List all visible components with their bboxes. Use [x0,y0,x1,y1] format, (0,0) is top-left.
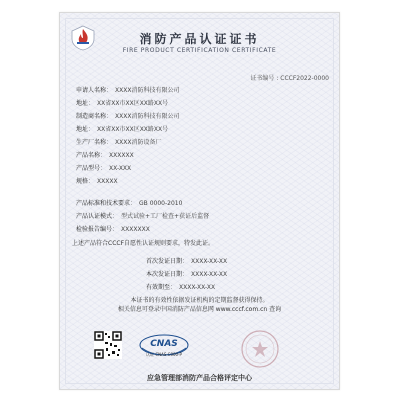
date-this-issue: 本次发证日期： XXXX-XX-XX [146,271,228,278]
field-value: XX省XX市XX区XX路XX号 [97,100,169,107]
date-value: XXXX-XX-XX [179,284,216,291]
field-value: XX-XXX [109,165,132,172]
certificate-number-value: CCCF2022-0000 [280,75,329,82]
field-label: 产品型号 [76,165,101,172]
field-label: 规格 [76,178,89,185]
cnas-label: CNAS [150,339,178,349]
date-label: 本次发证日期 [146,271,183,278]
date-label: 首次发证日期 [146,258,183,265]
field-label: 制造商名称 [76,113,107,120]
date-valid-until: 有效期至： XXXX-XX-XX [146,284,216,291]
field-label: 产品标准和技术要求 [76,200,131,207]
date-value: XXXX-XX-XX [191,258,228,265]
field-applicant: 申请人名称： XXXX消防科技有限公司 [76,87,180,94]
field-value: XXXXX [97,178,118,185]
title-cn: 消防产品认证证书 [139,32,260,46]
field-manufacturer-address: 地址： XX省XX市XX区XX路XX号 [76,126,169,133]
field-value: 型式试验+工厂检查+获证后监督 [121,213,210,220]
certificate-number-label: 证书编号 [250,75,275,82]
field-value: XXXX消防科技有限公司 [115,113,180,120]
cnas-mark [136,331,192,361]
certificate-number: 证书编号 : CCCF2022-0000 [250,75,329,82]
conclusion-text: 上述产品符合CCCF自愿性认证规则要求，特发此证。 [72,240,215,247]
footer-line-2: 相关信息可登录中国消防产品信息网 www.cccf.com.cn 查询 [117,306,282,313]
field-value: XX省XX市XX区XX路XX号 [97,126,169,133]
issuer-name: 应急管理部消防产品合格评定中心 [147,374,252,382]
field-label: 地址 [76,100,89,107]
date-first-issue: 首次发证日期： XXXX-XX-XX [146,258,228,265]
field-label: 地址 [76,126,89,133]
field-label: 检验报告编号 [76,226,113,233]
cnas-sub: 认证 CNAS C000-P [146,352,182,357]
field-standard: 产品标准和技术要求： GB 0000-2010 [76,200,183,207]
field-value: XXXXXX [109,152,134,159]
field-spec: 规格： XXXXX [76,178,118,185]
field-label: 产品名称 [76,152,101,159]
field-applicant-address: 地址： XX省XX市XX区XX路XX号 [76,100,169,107]
field-cert-mode: 产品认证模式： 型式试验+工厂检查+获证后监督 [76,213,210,220]
certificate-sheet [59,12,340,390]
qr-code-icon [94,331,122,359]
field-product-name: 产品名称： XXXXXX [76,152,134,159]
field-label: 产品认证模式 [76,213,113,220]
field-label: 生产厂名称 [76,139,107,146]
field-manufacturer: 制造商名称： XXXX消防科技有限公司 [76,113,180,120]
field-value: XXXX消防科技有限公司 [115,87,180,94]
field-report-no: 检验报告编号： XXXXXXX [76,226,150,233]
field-label: 申请人名称 [76,87,107,94]
date-label: 有效期至 [146,284,171,291]
field-value: XXXXXXX [121,226,150,233]
official-seal-icon [240,329,280,369]
field-value: GB 0000-2010 [139,200,183,207]
field-product-model: 产品型号： XX-XXX [76,165,132,172]
field-value: XXXX消防设备厂 [115,139,162,146]
field-factory: 生产厂名称： XXXX消防设备厂 [76,139,162,146]
footer-line-1: 本证书的有效性依据发证机构的定期监督获得保持。 [130,297,269,304]
title-en: FIRE PRODUCT CERTIFICATION CERTIFICATE [122,47,277,54]
date-value: XXXX-XX-XX [191,271,228,278]
